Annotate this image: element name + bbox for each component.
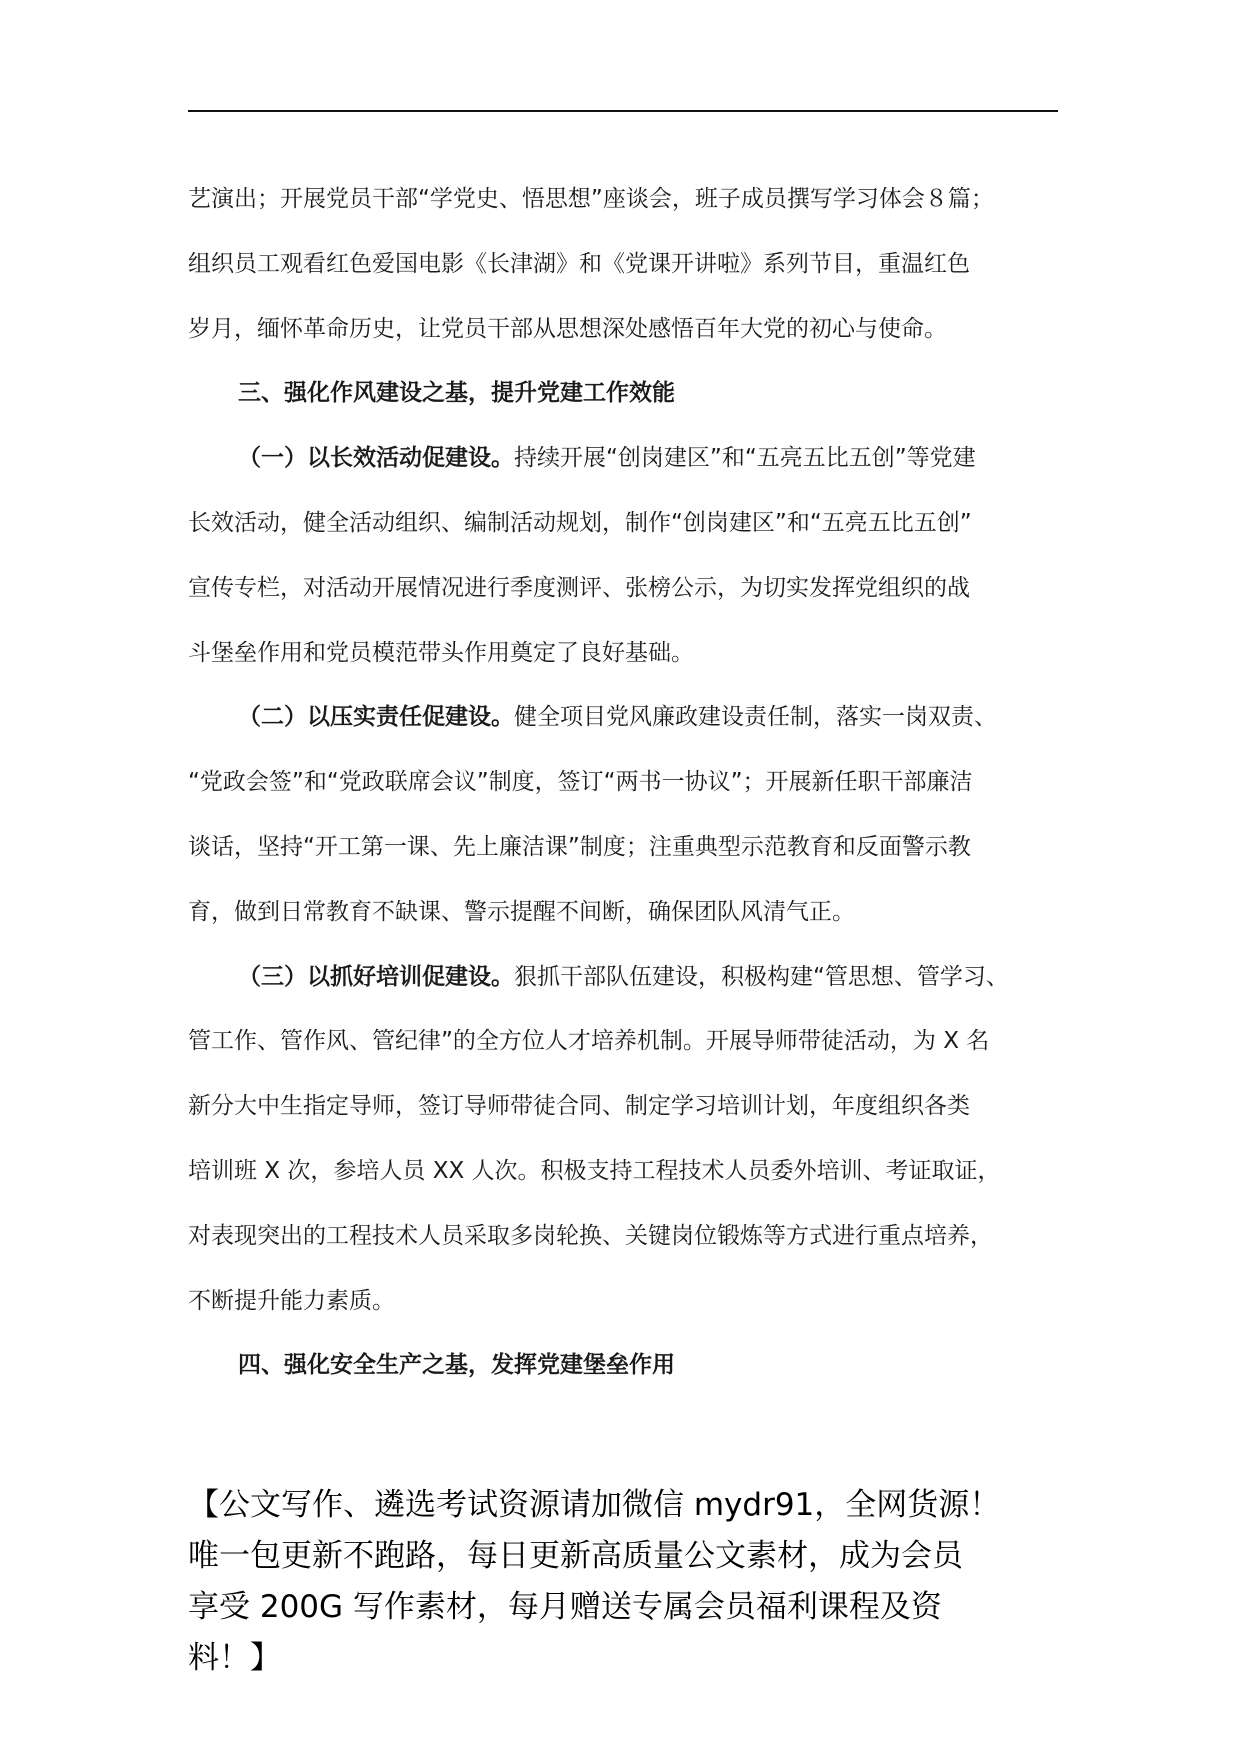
paragraph-line: “党政会签”和“党政联席会议”制度，签订“两书一协议”；开展新任职干部廉洁 <box>188 769 973 796</box>
paragraph-line: 谈话，坚持“开工第一课、先上廉洁课”制度；注重典型示范教育和反面警示教 <box>188 833 971 860</box>
section-heading-3: 三、强化作风建设之基，提升党建工作效能 <box>238 380 675 407</box>
header-rule <box>188 110 1058 112</box>
paragraph-line: 艺演出；开展党员干部“学党史、悟思想”座谈会，班子成员撰写学习体会８篇； <box>188 186 994 212</box>
subsection-1-title: （一）以长效活动促建设。 <box>238 445 514 472</box>
paragraph-line: 宣传专栏，对活动开展情况进行季度测评、张榜公示，为切实发挥党组织的战 <box>188 574 970 601</box>
paragraph-line: 长效活动，健全活动组织、编制活动规划，制作“创岗建区”和“五亮五比五创” <box>188 509 972 536</box>
promo-line: 料！】 <box>188 1640 281 1676</box>
paragraph-line: 管工作、管作风、管纪律”的全方位人才培养机制。开展导师带徒活动，为 X 名 <box>188 1028 990 1055</box>
paragraph-line: 对表现突出的工程技术人员采取多岗轮换、关键岗位锻炼等方式进行重点培养， <box>188 1222 993 1249</box>
promo-notice <box>188 1480 1088 1684</box>
paragraph-line: 不断提升能力素质。 <box>188 1287 395 1314</box>
paragraph-line: 组织员工观看红色爱国电影《长津湖》和《党课开讲啦》系列节目，重温红色 <box>188 250 970 277</box>
subsection-1-text: 持续开展“创岗建区”和“五亮五比五创”等党建 <box>514 445 976 472</box>
paragraph-line: 育，做到日常教育不缺课、警示提醒不间断，确保团队风清气正。 <box>188 898 855 925</box>
promo-line: 【公文写作、遴选考试资源请加微信 mydr91，全网货源！ <box>188 1487 1001 1523</box>
promo-line: 享受 200G 写作素材，每月赠送专属会员福利课程及资 <box>188 1589 942 1625</box>
subsection-2-title: （二）以压实责任促建设。 <box>238 704 514 731</box>
document-body <box>188 167 1058 1398</box>
subsection-3-text: 狠抓干部队伍建设，积极构建“管思想、管学习、 <box>514 963 1009 990</box>
subsection-2-text: 健全项目党风廉政建设责任制，落实一岗双责、 <box>514 704 997 731</box>
subsection-3-title: （三）以抓好培训促建设。 <box>238 963 514 990</box>
subsection-1-first-line <box>188 426 1058 491</box>
paragraph-line: 培训班 X 次，参培人员 XX 人次。积极支持工程技术人员委外培训、考证取证， <box>188 1157 1001 1184</box>
promo-line: 唯一包更新不跑路，每日更新高质量公文素材，成为会员 <box>188 1538 963 1574</box>
paragraph-line: 岁月，缅怀革命历史，让党员干部从思想深处感悟百年大党的初心与使命。 <box>188 315 947 342</box>
subsection-3-first-line <box>188 945 1058 1010</box>
paragraph-line: 新分大中生指定导师，签订导师带徒合同、制定学习培训计划，年度组织各类 <box>188 1093 970 1120</box>
subsection-2-first-line <box>188 685 1058 750</box>
section-heading-4: 四、强化安全生产之基，发挥党建堡垒作用 <box>238 1352 675 1379</box>
paragraph-line: 斗堡垒作用和党员模范带头作用奠定了良好基础。 <box>188 639 694 666</box>
